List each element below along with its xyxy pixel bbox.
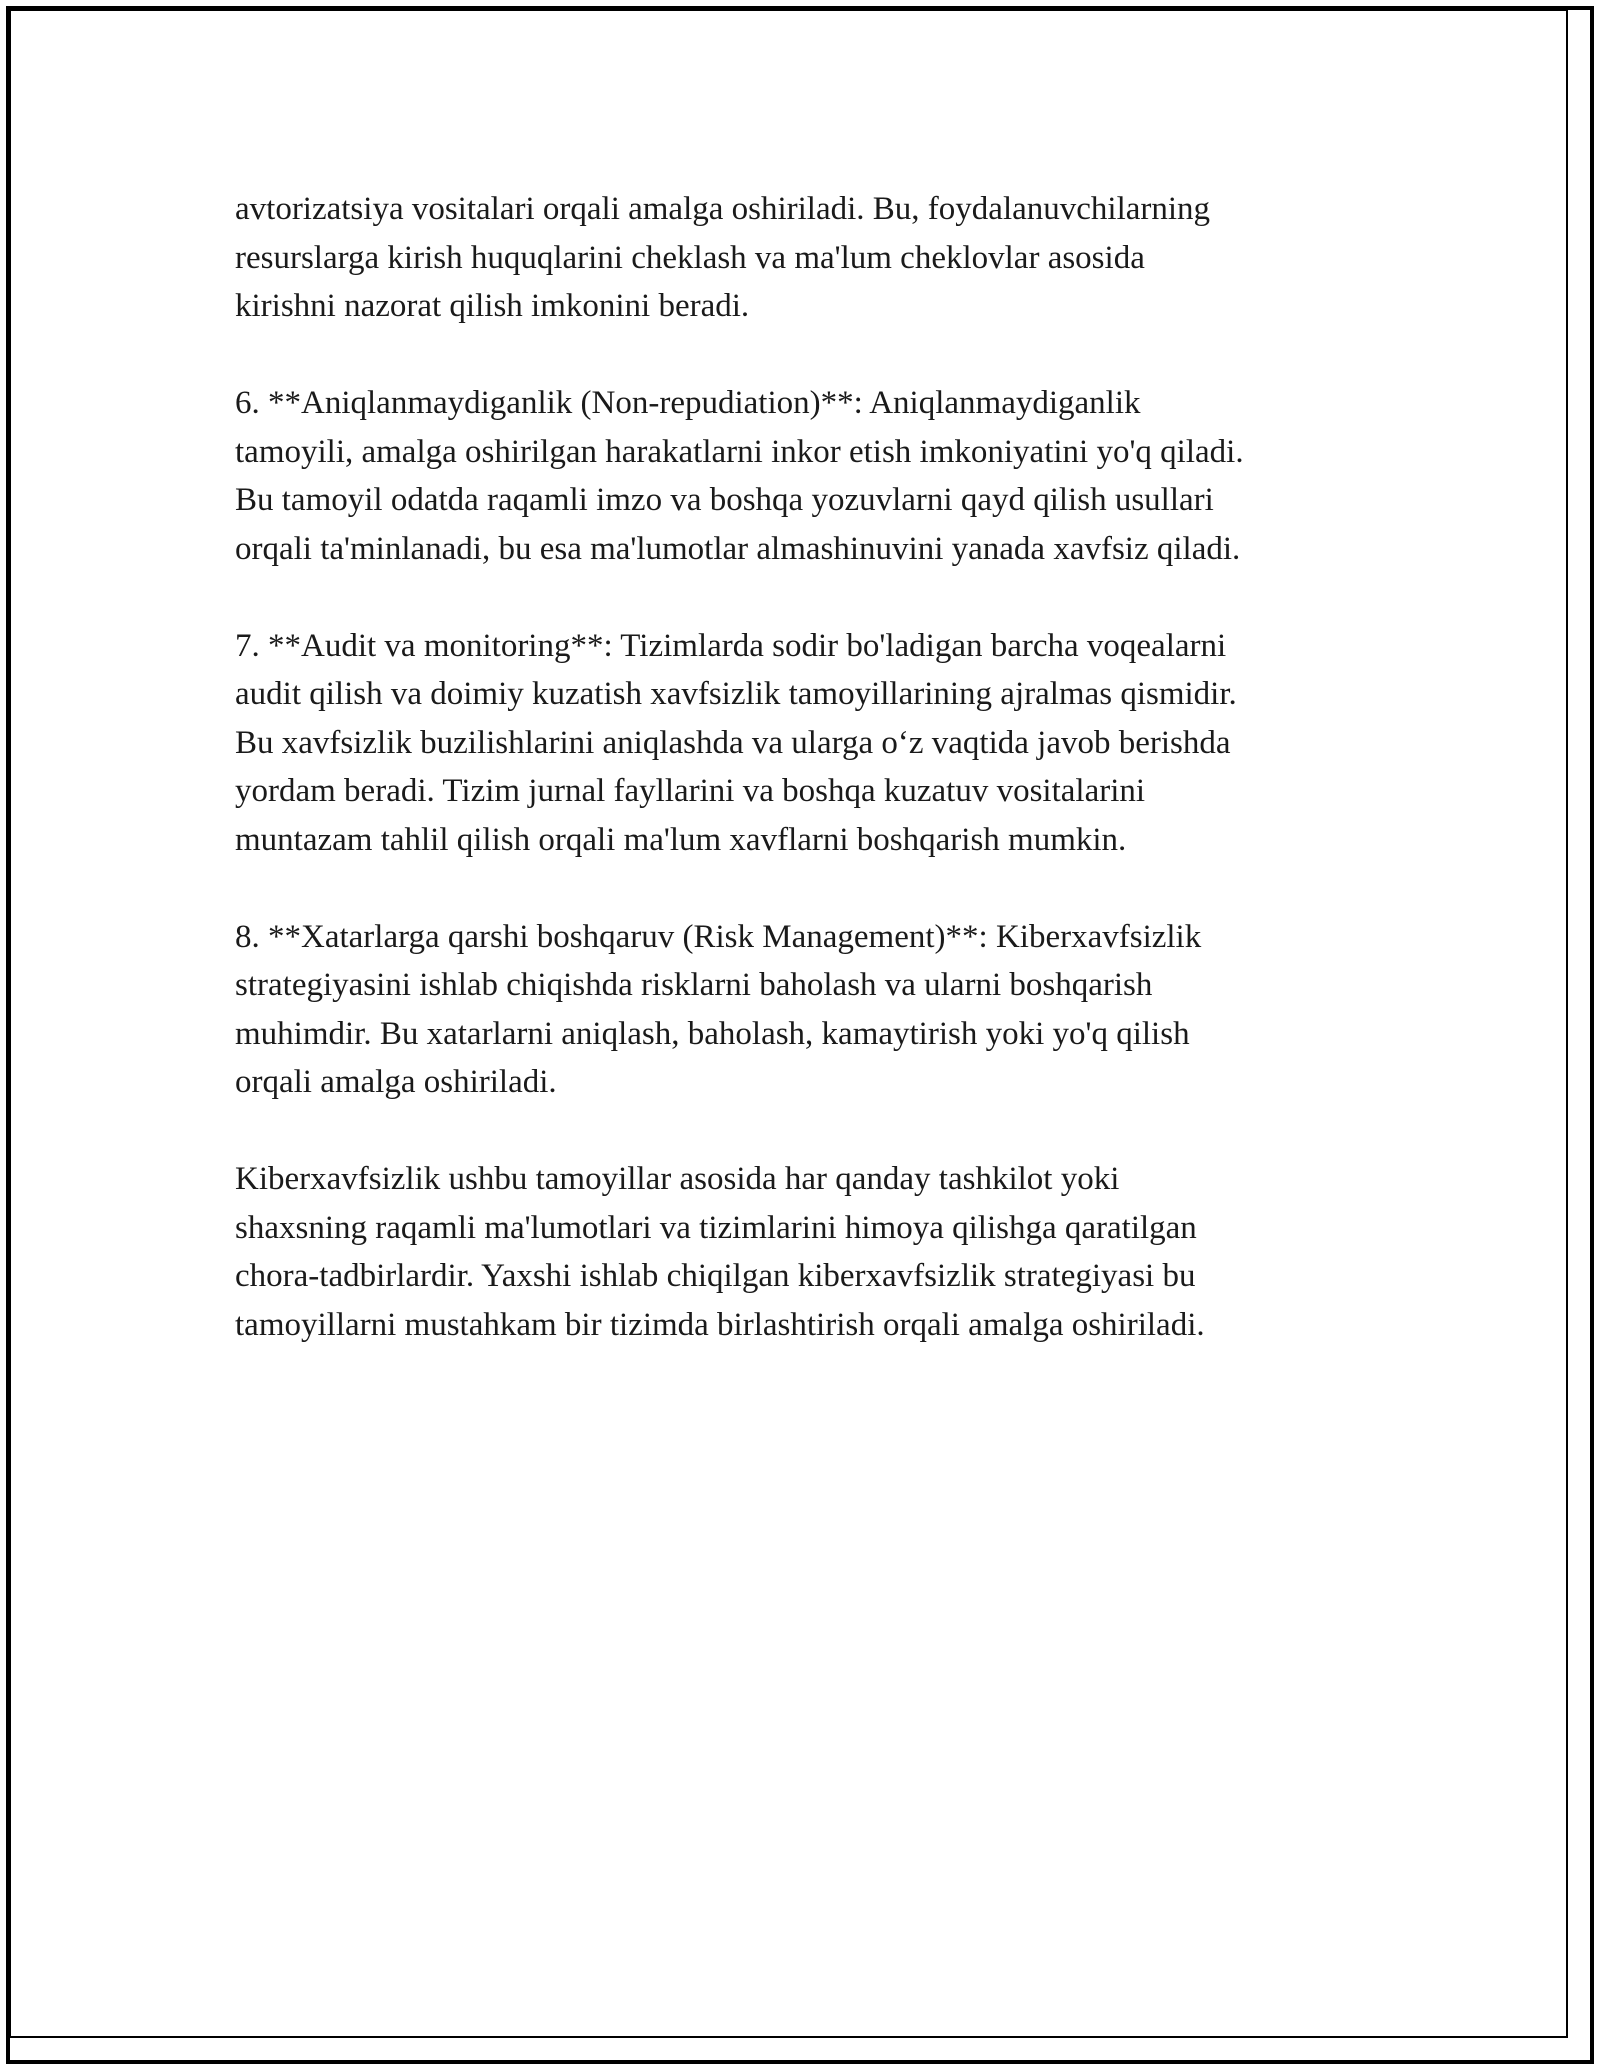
paragraph-non-repudiation: 6. **Aniqlanmaydiganlik (Non-repudiation)**: Aniqlanmaydiganlik tamoyili, amalga oshirilgan harakatlarni inkor etish imkoniyatini yo'q qiladi. Bu tamoyil odatda raqamli imzo va boshqa yozuvlarni qayd qilish usullari orqali ta'minlanadi, bu esa ma'lumotlar almashinuvini yanada xavfsiz qiladi. bbox=[235, 385, 1244, 567]
paragraph-conclusion: Kiberxavfsizlik ushbu tamoyillar asosida har qanday tashkilot yoki shaxsning raqamli ma'lumotlari va tizimlarini himoya qilishga qaratilgan chora-tadbirlardir. Yaxshi ishlab chiqilgan kiberxavfsizlik strategiyasi bu tamoyillarni mustahkam bir tizimda birlashtirish orqali amalga oshiriladi. bbox=[235, 1161, 1205, 1343]
paragraph-risk-management: 8. **Xatarlarga qarshi boshqaruv (Risk Management)**: Kiberxavfsizlik strategiyasini ishlab chiqishda risklarni baholash va ularni boshqarish muhimdir. Bu xatarlarni aniqlash, baholash, kamaytirish yoki yo'q qilish orqali amalga oshiriladi. bbox=[235, 918, 1202, 1100]
document-body bbox=[235, 185, 1405, 1398]
paragraph-audit-monitoring: 7. **Audit va monitoring**: Tizimlarda sodir bo'ladigan barcha voqealarni audit qilish va doimiy kuzatish xavfsizlik tamoyillarining ajralmas qismidir. Bu xavfsizlik buzilishlarini aniqlashda va ularga o‘z vaqtida javob berishda yordam beradi. Tizim jurnal fayllarini va boshqa kuzatuv vositalarini muntazam tahlil qilish orqali ma'lum xavflarni boshqarish mumkin. bbox=[235, 627, 1237, 858]
paragraph-authorization-continued: avtorizatsiya vositalari orqali amalga oshiriladi. Bu, foydalanuvchilarning resurslarga kirish huquqlarini cheklash va ma'lum cheklovlar asosida kirishni nazorat qilish imkonini beradi. bbox=[235, 191, 1211, 324]
